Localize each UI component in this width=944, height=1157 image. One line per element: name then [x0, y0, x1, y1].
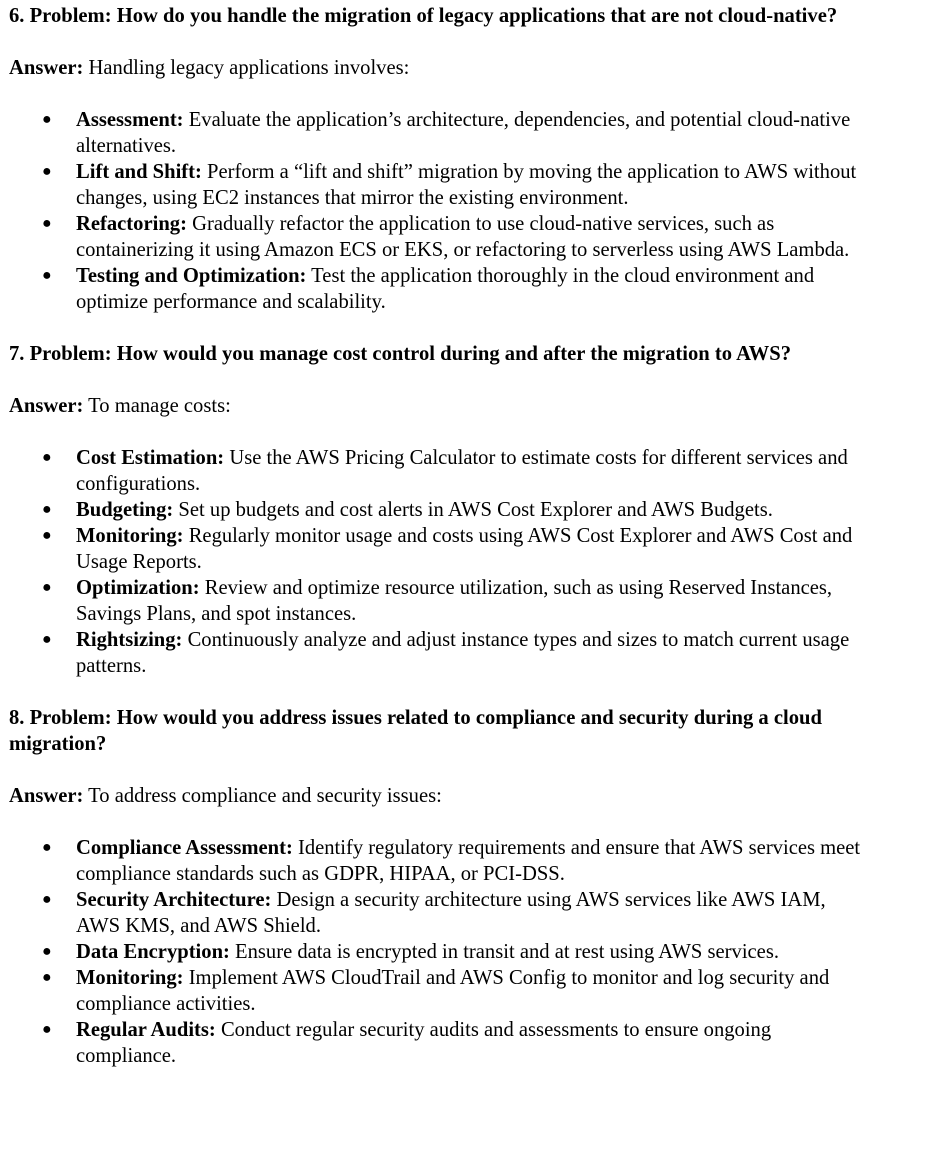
- answer-intro: [9, 393, 929, 419]
- item-text: Perform a “lift and shift” migration by moving the application to AWS without changes, using EC2 instances that mirror the existing environment.: [76, 161, 857, 209]
- item-term: Cost Estimation:: [76, 447, 225, 469]
- bullet-icon: ●: [42, 111, 52, 128]
- item-text: Ensure data is encrypted in transit and at rest using AWS services.: [229, 941, 779, 963]
- item-term: Compliance Assessment:: [76, 837, 293, 859]
- item-text: Use the AWS Pricing Calculator to estimate costs for different services and configurations.: [76, 447, 848, 495]
- list-item: [9, 263, 929, 315]
- answer-label: Answer:: [9, 57, 84, 79]
- qa-section-7: [9, 341, 929, 679]
- item-term: Budgeting:: [76, 499, 174, 521]
- list-item: [9, 965, 929, 1017]
- document-page: [9, 3, 929, 1095]
- qa-section-8: [9, 705, 929, 1069]
- list-item: [9, 445, 929, 497]
- list-item: [9, 1017, 929, 1069]
- problem-heading: 8. Problem: How would you address issues related to compliance and security during a cloud migration?: [9, 707, 822, 755]
- item-text: Evaluate the application’s architecture, dependencies, and potential cloud-native alternatives.: [76, 109, 851, 157]
- bullet-icon: ●: [42, 943, 52, 960]
- item-text: Conduct regular security audits and assessments to ensure ongoing compliance.: [76, 1019, 772, 1067]
- item-term: Optimization:: [76, 577, 200, 599]
- bullet-icon: ●: [42, 891, 52, 908]
- answer-intro: [9, 783, 929, 809]
- bullet-icon: ●: [42, 839, 52, 856]
- item-term: Security Architecture:: [76, 889, 272, 911]
- bullet-icon: ●: [42, 501, 52, 518]
- bullet-icon: ●: [42, 449, 52, 466]
- list-item: [9, 575, 929, 627]
- item-term: Refactoring:: [76, 213, 187, 235]
- item-text: Review and optimize resource utilization, such as using Reserved Instances, Savings Plans, and spot instances.: [76, 577, 833, 625]
- bullet-icon: ●: [42, 1021, 52, 1038]
- answer-label: Answer:: [9, 785, 84, 807]
- item-term: Regular Audits:: [76, 1019, 216, 1041]
- bullet-icon: ●: [42, 215, 52, 232]
- item-text: Implement AWS CloudTrail and AWS Config to monitor and log security and compliance activities.: [76, 967, 830, 1015]
- qa-section-6: [9, 3, 929, 315]
- item-text: Test the application thoroughly in the cloud environment and optimize performance and scalability.: [76, 265, 815, 313]
- item-term: Monitoring:: [76, 525, 184, 547]
- item-term: Testing and Optimization:: [76, 265, 307, 287]
- item-text: Set up budgets and cost alerts in AWS Cost Explorer and AWS Budgets.: [173, 499, 773, 521]
- list-item: [9, 107, 929, 159]
- item-term: Assessment:: [76, 109, 184, 131]
- list-item: [9, 835, 929, 887]
- answer-intro: [9, 55, 929, 81]
- answer-list: [9, 445, 929, 679]
- answer-text: Handling legacy applications involves:: [83, 57, 410, 79]
- list-item: [9, 887, 929, 939]
- list-item: [9, 159, 929, 211]
- list-item: [9, 211, 929, 263]
- item-text: Continuously analyze and adjust instance types and sizes to match current usage patterns.: [76, 629, 850, 677]
- answer-list: [9, 107, 929, 315]
- answer-label: Answer:: [9, 395, 84, 417]
- item-term: Data Encryption:: [76, 941, 230, 963]
- list-item: [9, 523, 929, 575]
- bullet-icon: ●: [42, 527, 52, 544]
- answer-text: To manage costs:: [83, 395, 231, 417]
- bullet-icon: ●: [42, 163, 52, 180]
- item-term: Rightsizing:: [76, 629, 183, 651]
- list-item: [9, 627, 929, 679]
- bullet-icon: ●: [42, 969, 52, 986]
- bullet-icon: ●: [42, 267, 52, 284]
- list-item: [9, 939, 929, 965]
- bullet-icon: ●: [42, 631, 52, 648]
- answer-text: To address compliance and security issues:: [83, 785, 442, 807]
- item-term: Monitoring:: [76, 967, 184, 989]
- item-text: Identify regulatory requirements and ensure that AWS services meet compliance standards such as GDPR, HIPAA, or PCI-DSS.: [76, 837, 861, 885]
- problem-heading: 6. Problem: How do you handle the migration of legacy applications that are not cloud-native?: [9, 5, 838, 27]
- item-text: Regularly monitor usage and costs using AWS Cost Explorer and AWS Cost and Usage Reports.: [76, 525, 853, 573]
- item-text: Design a security architecture using AWS services like AWS IAM, AWS KMS, and AWS Shield.: [76, 889, 826, 937]
- problem-heading: 7. Problem: How would you manage cost control during and after the migration to AWS?: [9, 343, 791, 365]
- list-item: [9, 497, 929, 523]
- item-term: Lift and Shift:: [76, 161, 202, 183]
- bullet-icon: ●: [42, 579, 52, 596]
- answer-list: [9, 835, 929, 1069]
- item-text: Gradually refactor the application to use cloud-native services, such as containerizing it using Amazon ECS or EKS, or refactoring to serverless using AWS Lambda.: [76, 213, 850, 261]
